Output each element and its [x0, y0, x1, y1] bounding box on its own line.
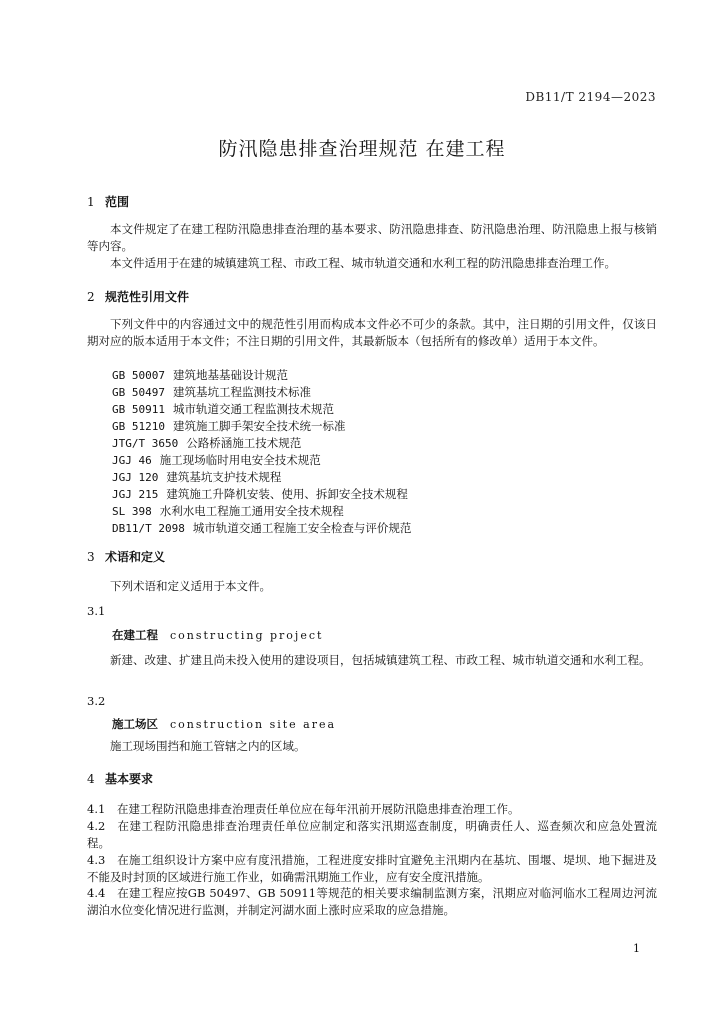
- reference-code: JGJ 120: [112, 471, 159, 484]
- reference-name: 建筑施工升降机安装、使用、拆卸安全技术规程: [166, 487, 408, 501]
- requirement-number: 4.4: [87, 886, 106, 900]
- reference-item: [112, 435, 682, 452]
- requirement-item: [87, 818, 657, 852]
- reference-code: DB11/T 2098: [112, 522, 185, 535]
- reference-name: 建筑基坑支护技术规程: [166, 470, 282, 484]
- requirement-item: [87, 852, 657, 886]
- section-title: 范围: [105, 195, 130, 209]
- reference-code: SL 398: [112, 505, 152, 518]
- reference-item: [112, 384, 682, 401]
- term-chinese: 施工场区: [112, 717, 158, 731]
- reference-name: 水利水电工程施工通用安全技术规程: [159, 504, 344, 518]
- standard-code: DB11/T 2194—2023: [525, 90, 656, 104]
- requirement-text: 在施工组织设计方案中应有度汛措施，工程进度安排时宜避免主汛期内在基坑、围堰、堤坝、地下掘进及不能及时封顶的区域进行施工作业，如确需汛期施工作业，应有安全度汛措施。: [87, 853, 657, 884]
- requirement-item: [87, 885, 657, 919]
- section-3-heading: [87, 548, 657, 565]
- section-number: 1: [87, 195, 95, 209]
- section-title: 规范性引用文件: [105, 290, 190, 304]
- reference-item: [112, 503, 682, 520]
- requirement-item: [87, 801, 657, 818]
- section-title: 基本要求: [105, 772, 154, 786]
- reference-item: [112, 418, 682, 435]
- term-number: 3.2: [87, 694, 106, 708]
- paragraph: 本文件规定了在建工程防汛隐患排查治理的基本要求、防汛隐患排查、防汛隐患治理、防汛隐患上报与核销等内容。: [87, 222, 657, 253]
- term-english: constructing project: [170, 629, 324, 642]
- reference-code: JGJ 46: [112, 454, 152, 467]
- requirement-text: 在建工程防汛隐患排查治理责任单位应在每年汛前开展防汛隐患排查治理工作。: [117, 802, 520, 816]
- section-2-heading: [87, 288, 657, 305]
- term-definition: 施工现场围挡和施工管辖之内的区域。: [110, 739, 306, 753]
- requirement-number: 4.2: [87, 819, 106, 833]
- reference-item: [112, 520, 682, 537]
- term-english: construction site area: [170, 718, 337, 731]
- reference-name: 城市轨道交通工程施工安全检查与评价规范: [192, 521, 412, 535]
- document-title: 防汛隐患排查治理规范 在建工程: [218, 138, 506, 160]
- reference-list: [87, 367, 682, 537]
- reference-code: JTG/T 3650: [112, 437, 179, 450]
- section-number: 2: [87, 290, 95, 304]
- reference-code: JGJ 215: [112, 488, 159, 501]
- paragraph: 本文件适用于在建的城镇建筑工程、市政工程、城市轨道交通和水利工程的防汛隐患排查治理工作。: [110, 256, 616, 270]
- paragraph: 下列文件中的内容通过文中的规范性引用而构成本文件必不可少的条款。其中，注日期的引用文件，仅该日期对应的版本适用于本文件；不注日期的引用文件，其最新版本（包括所有的修改单）适用于本文件。: [87, 317, 657, 348]
- requirement-number: 4.1: [87, 802, 106, 816]
- reference-code: GB 50497: [112, 386, 165, 399]
- reference-name: 建筑基坑工程监测技术标准: [172, 385, 311, 399]
- page-number: 1: [633, 942, 640, 955]
- term-definition: 新建、改建、扩建且尚未投入使用的建设项目，包括城镇建筑工程、市政工程、城市轨道交通和水利工程。: [110, 653, 651, 667]
- section-1-heading: [87, 193, 657, 210]
- reference-name: 建筑地基基础设计规范: [172, 368, 288, 382]
- term-number: 3.1: [87, 604, 106, 618]
- reference-item: [112, 469, 682, 486]
- term-chinese: 在建工程: [112, 628, 158, 642]
- reference-item: [112, 401, 682, 418]
- requirement-text: 在建工程防汛隐患排查治理责任单位应制定和落实汛期巡查制度，明确责任人、巡查频次和应急处置流程。: [87, 819, 657, 850]
- requirement-text: 在建工程应按GB 50497、GB 50911等规范的相关要求编制监测方案，汛期应对临河临水工程周边河流湖泊水位变化情况进行监测，并制定河湖水面上涨时应采取的应急措施。: [87, 886, 657, 917]
- term-entry: [87, 716, 682, 732]
- paragraph: 下列术语和定义适用于本文件。: [110, 579, 271, 593]
- section-number: 4: [87, 772, 95, 786]
- reference-item: [112, 367, 682, 384]
- reference-item: [112, 452, 682, 469]
- requirement-number: 4.3: [87, 853, 106, 867]
- section-title: 术语和定义: [105, 550, 166, 564]
- reference-name: 施工现场临时用电安全技术规范: [159, 453, 321, 467]
- reference-code: GB 51210: [112, 420, 165, 433]
- section-number: 3: [87, 550, 95, 564]
- reference-name: 建筑施工脚手架安全技术统一标准: [172, 419, 346, 433]
- reference-item: [112, 486, 682, 503]
- reference-name: 公路桥涵施工技术规范: [186, 436, 302, 450]
- reference-code: GB 50007: [112, 369, 165, 382]
- term-entry: [87, 627, 682, 643]
- reference-name: 城市轨道交通工程监测技术规范: [172, 402, 334, 416]
- section-4-heading: [87, 770, 657, 787]
- reference-code: GB 50911: [112, 403, 165, 416]
